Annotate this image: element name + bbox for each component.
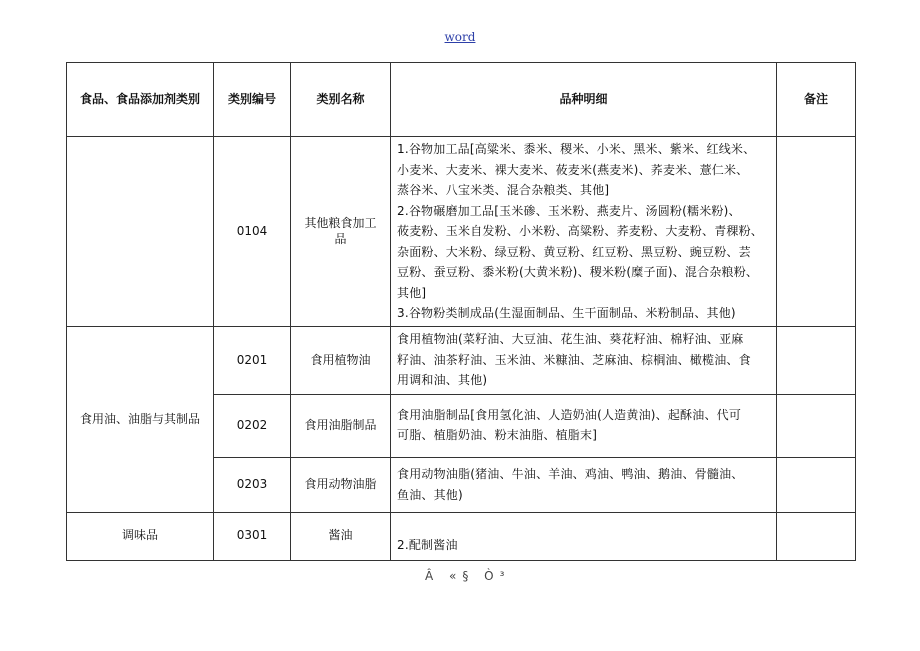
detail-line: 2.配制酱油: [397, 538, 458, 552]
detail-line: 豆粉、蚕豆粉、黍米粉(大黄米粉)、稷米粉(糜子面)、混合杂粮粉、: [397, 265, 759, 279]
name-cell: 食用动物油脂: [291, 457, 391, 512]
detail-line: 食用动物油脂(猪油、牛油、羊油、鸡油、鸭油、鹅油、骨髓油、: [397, 467, 744, 481]
note-cell: [777, 394, 856, 457]
detail-line: 食用油脂制品[食用氢化油、人造奶油(人造黄油)、起酥油、代可: [397, 407, 742, 422]
details-cell: [391, 457, 777, 512]
name-cell: 食用植物油: [291, 326, 391, 394]
code-cell: 0203: [214, 457, 291, 512]
note-cell: [777, 512, 856, 560]
code-cell: 0202: [214, 394, 291, 457]
note-cell: [777, 457, 856, 512]
detail-line: 蒸谷米、八宝米类、混合杂粮类、其他]: [397, 183, 610, 197]
detail-line: 用调和油、其他): [397, 373, 488, 388]
details-cell: [391, 394, 777, 457]
header-details: 品种明细: [391, 63, 777, 137]
name-cell: 酱油: [291, 512, 391, 560]
note-cell: [777, 137, 856, 327]
header-note: 备注: [777, 63, 856, 137]
header-category: 食品、食品添加剂类别: [67, 63, 214, 137]
detail-line: 1.谷物加工品[高粱米、黍米、稷米、小米、黑米、紫米、红线米、: [397, 142, 756, 156]
category-cell: [67, 137, 214, 327]
code-cell: 0301: [214, 512, 291, 560]
header-name: 类别名称: [291, 63, 391, 137]
details-cell: [391, 137, 777, 327]
name-text: 其他粮食加工品: [304, 216, 377, 247]
code-cell: 0201: [214, 326, 291, 394]
detail-line: 莜麦粉、玉米自发粉、小米粉、高粱粉、荞麦粉、大麦粉、青稞粉、: [397, 224, 764, 238]
detail-line: 籽油、油茶籽油、玉米油、米糠油、芝麻油、棕榈油、橄榄油、食: [397, 352, 751, 367]
category-cell: 调味品: [67, 512, 214, 560]
detail-line: 2.谷物碾磨加工品[玉米碜、玉米粉、燕麦片、汤圆粉(糯米粉)、: [397, 203, 741, 218]
detail-line: 其他]: [397, 285, 427, 300]
page-footer: Â «§ Ò³: [425, 569, 511, 583]
detail-line: 小麦米、大麦米、裸大麦米、莜麦米(燕麦米)、荞麦米、薏仁米、: [397, 162, 749, 177]
category-cell: 食用油、油脂与其制品: [67, 326, 214, 512]
table-row: [67, 512, 856, 560]
detail-line: 鱼油、其他): [397, 487, 463, 502]
food-category-table: [66, 62, 856, 561]
name-cell: [291, 137, 391, 327]
table-header-row: [67, 63, 856, 137]
table-row: [67, 326, 856, 394]
page-header-title[interactable]: word: [444, 30, 476, 44]
detail-line: 3.谷物粉类制成品(生湿面制品、生干面制品、米粉制品、其他): [397, 306, 736, 320]
details-cell: [391, 326, 777, 394]
name-cell: 食用油脂制品: [291, 394, 391, 457]
table-row: [67, 137, 856, 327]
detail-line: 食用植物油(菜籽油、大豆油、花生油、葵花籽油、棉籽油、亚麻: [397, 332, 744, 347]
detail-line: 杂面粉、大米粉、绿豆粉、黄豆粉、红豆粉、黑豆粉、豌豆粉、芸: [397, 244, 751, 259]
code-cell: 0104: [214, 137, 291, 327]
header-code: 类别编号: [214, 63, 291, 137]
details-cell: [391, 512, 777, 560]
detail-line: 可脂、植脂奶油、粉末油脂、植脂末]: [397, 428, 598, 442]
note-cell: [777, 326, 856, 394]
